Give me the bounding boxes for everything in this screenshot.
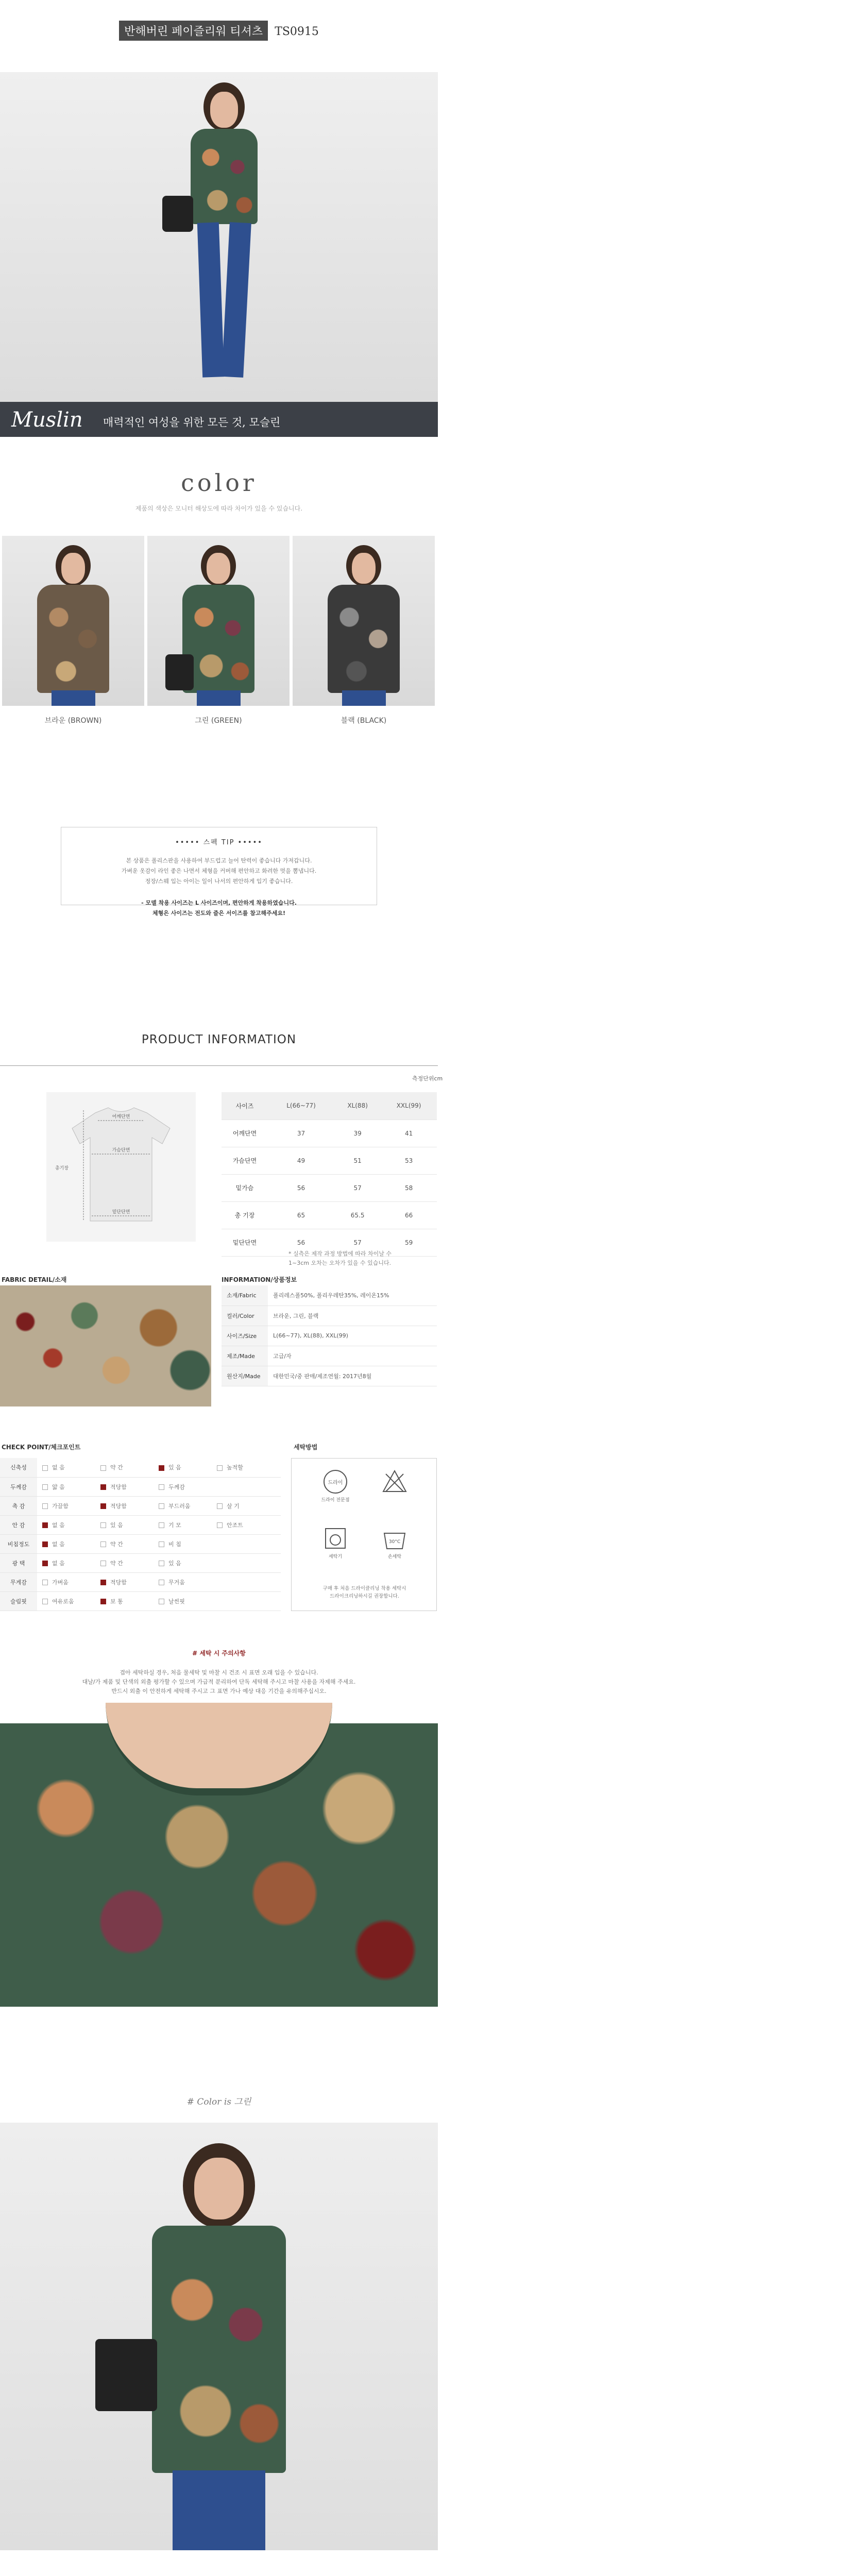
check-option-label: 없 음 xyxy=(52,1540,65,1548)
product-code: TS0915 xyxy=(275,25,319,38)
diagram-label-shoulder: 어깨단면 xyxy=(112,1114,130,1120)
check-option xyxy=(37,1540,95,1548)
check-row-label: 두께감 xyxy=(0,1477,37,1496)
check-option-label: 가끌함 xyxy=(52,1502,69,1510)
fabric-closeup-photo xyxy=(0,1723,438,2007)
checkbox-checked xyxy=(100,1484,106,1490)
check-row-label: 촉 감 xyxy=(0,1496,37,1515)
info-row xyxy=(222,1326,437,1346)
caution-heading: # 세탁 시 주의사항 xyxy=(192,1650,246,1657)
info-value: 고급/자 xyxy=(268,1346,437,1366)
check-row-label: 슬림핏 xyxy=(0,1591,37,1611)
info-row xyxy=(222,1346,437,1366)
checkbox xyxy=(42,1465,48,1471)
caution-line: 반드시 외출 이 안전하게 세탁해 주시고 그 표면 가나 예상 대응 기간을 유의해주십시오. xyxy=(111,1688,327,1694)
check-row-options xyxy=(37,1496,281,1515)
wash-note-line: 구매 후 처음 드라이클리닝 착용 세탁시 xyxy=(322,1586,406,1591)
info-row xyxy=(222,1366,437,1386)
info-value: 브라운, 그린, 블랙 xyxy=(268,1306,437,1326)
size-table-header xyxy=(222,1092,437,1120)
size-cell: 58 xyxy=(381,1174,437,1201)
check-option xyxy=(37,1521,95,1529)
check-option xyxy=(95,1502,154,1510)
check-row xyxy=(0,1496,281,1515)
size-cell: 65.5 xyxy=(334,1201,381,1229)
check-option xyxy=(154,1540,212,1548)
check-point-table xyxy=(0,1458,281,1611)
check-option-label: 얇 음 xyxy=(52,1483,65,1490)
color-label-brown: 브라운 (BROWN) xyxy=(44,717,102,725)
check-option xyxy=(154,1483,212,1491)
check-option xyxy=(154,1597,212,1605)
brand-slogan: 매력적인 여성을 위한 모든 것, 모슬린 xyxy=(103,416,281,429)
diagram-label-length: 총기장 xyxy=(55,1166,69,1171)
check-option-label: 비 침 xyxy=(168,1540,181,1548)
size-cell: 56 xyxy=(268,1229,334,1256)
caution-text xyxy=(31,1668,407,1696)
check-option-label: 없 음 xyxy=(52,1560,65,1567)
checkbox xyxy=(159,1484,164,1490)
checkbox-checked xyxy=(42,1561,48,1566)
check-option xyxy=(37,1502,95,1510)
check-option-label: 안조트 xyxy=(227,1521,243,1529)
check-row xyxy=(0,1458,281,1477)
check-option xyxy=(154,1521,212,1529)
check-option-label: 적당함 xyxy=(110,1502,127,1510)
divider xyxy=(0,1065,438,1066)
size-diagram xyxy=(46,1092,196,1242)
check-option-label: 적당함 xyxy=(110,1483,127,1490)
size-cell: 66 xyxy=(381,1201,437,1229)
title-bar xyxy=(0,21,438,41)
caution-line: 겹아 세탁하실 경우, 처음 물세탁 및 마찰 시 건조 시 표면 오래 입을 수 있습니다. xyxy=(120,1669,318,1676)
tip-heading: ••••• 스펙 TIP ••••• xyxy=(175,839,263,846)
check-row xyxy=(0,1553,281,1572)
size-row-label: 어깨단면 xyxy=(222,1120,268,1147)
spec-tip-box xyxy=(61,827,377,917)
check-option xyxy=(154,1463,212,1471)
diagram-label-chest: 가슴단면 xyxy=(112,1148,130,1153)
check-option-label: 보 통 xyxy=(110,1598,123,1605)
check-row xyxy=(0,1534,281,1553)
checkbox xyxy=(159,1561,164,1566)
check-option-label: 없 음 xyxy=(52,1521,65,1529)
check-row xyxy=(0,1515,281,1534)
hand-wash-icon xyxy=(377,1526,413,1560)
size-cell: 57 xyxy=(334,1229,381,1256)
check-option xyxy=(37,1483,95,1491)
size-row xyxy=(222,1201,437,1229)
svg-text:30°C: 30°C xyxy=(388,1539,401,1545)
tip-line: 정장/스웨 입는 아이는 일이 나서의 편안하게 입기 좋습니다. xyxy=(145,878,293,885)
checkbox xyxy=(42,1503,48,1509)
tip-line: 본 상품은 폴리스판을 사용하여 부드럽고 늘어 탄력이 좋습니다 가져갑니다. xyxy=(126,857,312,864)
size-cell: 56 xyxy=(268,1174,334,1201)
check-option-label: 약 간 xyxy=(110,1540,123,1548)
checkbox-checked xyxy=(42,1541,48,1547)
checkbox xyxy=(100,1541,106,1547)
check-option xyxy=(37,1578,95,1586)
checkbox xyxy=(159,1503,164,1509)
info-key: 사이즈/Size xyxy=(222,1326,268,1346)
check-option xyxy=(95,1540,154,1548)
size-cell: 57 xyxy=(334,1174,381,1201)
check-option xyxy=(95,1578,154,1586)
tip-note xyxy=(61,898,377,919)
wash-icon-label: 손세탁 xyxy=(387,1554,402,1560)
check-option xyxy=(212,1463,270,1471)
check-row-options xyxy=(37,1572,281,1591)
size-row xyxy=(222,1174,437,1201)
size-row xyxy=(222,1120,437,1147)
checkbox-checked xyxy=(42,1522,48,1528)
collar xyxy=(106,1703,332,1795)
check-option-label: 높적할 xyxy=(227,1464,243,1471)
size-row-label: 총 기장 xyxy=(222,1201,268,1229)
check-option-label: 있 음 xyxy=(168,1464,181,1471)
info-key: 컬러/Color xyxy=(222,1306,268,1326)
check-option xyxy=(95,1483,154,1491)
checkbox xyxy=(217,1522,223,1528)
check-row-label: 비침정도 xyxy=(0,1534,37,1553)
wash-note-line: 드라이크리닝하시길 권장합니다. xyxy=(330,1594,399,1599)
machine-wash-icon xyxy=(317,1526,353,1560)
size-cell: 53 xyxy=(381,1147,437,1174)
size-table xyxy=(222,1092,437,1257)
check-row-options xyxy=(37,1591,281,1611)
checkbox xyxy=(42,1599,48,1604)
size-row-label: 밑가슴 xyxy=(222,1174,268,1201)
color-card-black xyxy=(293,536,435,706)
check-option xyxy=(37,1463,95,1471)
check-option xyxy=(95,1521,154,1529)
tip-note-line: - 모델 착용 사이즈는 L 사이즈이며, 편안하게 착용하였습니다. xyxy=(141,900,297,906)
check-option-label: 기 모 xyxy=(168,1521,181,1529)
check-option-label: 날씬핏 xyxy=(168,1598,185,1605)
check-option xyxy=(154,1559,212,1567)
size-header-cell: L(66~77) xyxy=(268,1092,334,1120)
diagram-label-hem: 밑단단면 xyxy=(112,1210,130,1215)
size-row-label: 밑단단면 xyxy=(222,1229,268,1256)
check-option xyxy=(95,1559,154,1567)
check-row xyxy=(0,1591,281,1611)
check-option-label: 적당함 xyxy=(110,1579,127,1586)
checkbox xyxy=(100,1561,106,1566)
size-header-cell: 사이즈 xyxy=(222,1092,268,1120)
info-row xyxy=(222,1306,437,1326)
color-heading xyxy=(0,469,438,513)
wash-method-box xyxy=(291,1458,437,1611)
caution-line: 대날/가 제품 및 단색의 외출 평가할 수 있으며 가급적 분리하여 단독 세탁해 주시고 마찰 사용을 자제해 주세요. xyxy=(82,1679,356,1685)
size-cell: 51 xyxy=(334,1147,381,1174)
size-header-cell: XXL(99) xyxy=(381,1092,437,1120)
checkbox-checked xyxy=(100,1503,106,1509)
wash-note xyxy=(292,1585,437,1600)
tip-body xyxy=(61,856,377,887)
size-cell: 39 xyxy=(334,1120,381,1147)
color-card-brown xyxy=(2,536,144,706)
check-row-options xyxy=(37,1458,281,1477)
info-key: 원산지/Made xyxy=(222,1366,268,1386)
size-row-label: 가슴단면 xyxy=(222,1147,268,1174)
check-option-label: 여유로움 xyxy=(52,1598,74,1605)
check-option xyxy=(212,1502,270,1510)
checkbox xyxy=(42,1484,48,1490)
brand-banner xyxy=(0,402,438,437)
checkbox xyxy=(100,1465,106,1471)
info-table xyxy=(222,1285,437,1386)
check-point-heading: CHECK POINT/체크포인트 xyxy=(2,1444,81,1451)
check-row-label: 광 택 xyxy=(0,1553,37,1572)
check-option-label: 무거움 xyxy=(168,1579,185,1586)
size-note-line: * 실측은 제작 과정 방법에 따라 차이날 수 xyxy=(288,1250,392,1257)
wash-heading: 세탁방법 xyxy=(294,1444,318,1451)
check-option-label: 두께감 xyxy=(168,1483,185,1490)
no-bleach-icon xyxy=(377,1469,413,1496)
checkbox xyxy=(42,1580,48,1585)
size-cell: 37 xyxy=(268,1120,334,1147)
check-option xyxy=(154,1578,212,1586)
checkbox xyxy=(100,1522,106,1528)
checkbox xyxy=(217,1503,223,1509)
check-option-label: 살 기 xyxy=(227,1502,240,1510)
svg-text:드라이: 드라이 xyxy=(328,1480,343,1486)
check-option-label: 없 음 xyxy=(52,1464,65,1471)
color-is-caption: # Color is 그린 xyxy=(186,2097,251,2107)
hero-photo xyxy=(0,72,438,402)
check-row xyxy=(0,1477,281,1496)
checkbox xyxy=(159,1599,164,1604)
info-value: 폴리레스폴50%, 폴리우레탄35%, 레이온15% xyxy=(268,1285,437,1306)
checkbox xyxy=(217,1465,223,1471)
size-cell: 65 xyxy=(268,1201,334,1229)
check-row-options xyxy=(37,1515,281,1534)
checkbox xyxy=(159,1580,164,1585)
size-unit: 측정단위cm xyxy=(412,1075,443,1082)
information-heading: INFORMATION/상품정보 xyxy=(222,1276,297,1283)
checkbox xyxy=(159,1541,164,1547)
color-label-green: 그린 (GREEN) xyxy=(195,717,242,725)
brand-logo: Muslin xyxy=(11,408,83,432)
check-option-label: 부드러움 xyxy=(168,1502,191,1510)
size-header-cell: XL(88) xyxy=(334,1092,381,1120)
check-row xyxy=(0,1572,281,1591)
info-key: 제조/Made xyxy=(222,1346,268,1366)
check-option-label: 가벼움 xyxy=(52,1579,69,1586)
check-option xyxy=(212,1521,270,1529)
checkbox-checked xyxy=(159,1465,164,1471)
check-option xyxy=(95,1597,154,1605)
dry-clean-icon xyxy=(317,1469,353,1503)
check-row-options xyxy=(37,1477,281,1496)
model-figure xyxy=(175,72,278,402)
color-title: color xyxy=(181,469,257,497)
check-option-label: 있 음 xyxy=(110,1521,123,1529)
color-card-green xyxy=(147,536,290,706)
check-option-label: 약 간 xyxy=(110,1560,123,1567)
size-cell: 49 xyxy=(268,1147,334,1174)
size-note-line: 1~3cm 오차는 오차가 있을 수 있습니다. xyxy=(288,1260,392,1266)
checkbox-checked xyxy=(100,1599,106,1604)
color-label-black: 블랙 (BLACK) xyxy=(341,717,387,725)
fabric-detail-photo xyxy=(0,1285,211,1406)
info-value: 대한민국/중 판매/제조연월: 2017년8월 xyxy=(268,1366,437,1386)
check-row-label: 무게감 xyxy=(0,1572,37,1591)
size-note xyxy=(288,1249,726,1268)
checkbox xyxy=(159,1522,164,1528)
model-figure xyxy=(116,2123,322,2550)
check-option xyxy=(37,1559,95,1567)
wash-icon-label: 드라이 전문점 xyxy=(321,1498,350,1503)
product-title: 반해버린 페이즐리워 티셔츠 xyxy=(119,21,268,41)
check-option-label: 약 간 xyxy=(110,1464,123,1471)
check-row-label: 신축성 xyxy=(0,1458,37,1477)
check-option-label: 있 음 xyxy=(168,1560,181,1567)
size-cell: 41 xyxy=(381,1120,437,1147)
color-swatches xyxy=(0,536,438,706)
check-row-options xyxy=(37,1534,281,1553)
tip-line: 가벼운 옷감이 라인 좋은 나면서 체형을 커버해 편안하고 화려한 멋을 뽐냅니다. xyxy=(121,868,317,874)
green-model-photo xyxy=(0,2123,438,2550)
check-option xyxy=(154,1502,212,1510)
check-option xyxy=(95,1463,154,1471)
info-row xyxy=(222,1285,437,1306)
check-row-label: 안 감 xyxy=(0,1515,37,1534)
product-info-title: PRODUCT INFORMATION xyxy=(141,1033,297,1046)
size-row xyxy=(222,1147,437,1174)
checkbox-checked xyxy=(100,1580,106,1585)
color-subtitle: 제품의 색상은 모니터 해상도에 따라 차이가 있을 수 있습니다. xyxy=(135,505,303,512)
check-row-options xyxy=(37,1553,281,1572)
wash-icon-label: 세탁기 xyxy=(328,1554,343,1560)
tip-note-line: 체형은 사이즈는 전도와 즐은 서이즈를 참고해주세요! xyxy=(152,910,285,917)
info-value: L(66~77), XL(88), XXL(99) xyxy=(268,1326,437,1346)
check-option xyxy=(37,1597,95,1605)
fabric-heading: FABRIC DETAIL/소재 xyxy=(2,1276,67,1283)
size-cell: 59 xyxy=(381,1229,437,1256)
info-key: 소재/Fabric xyxy=(222,1285,268,1306)
